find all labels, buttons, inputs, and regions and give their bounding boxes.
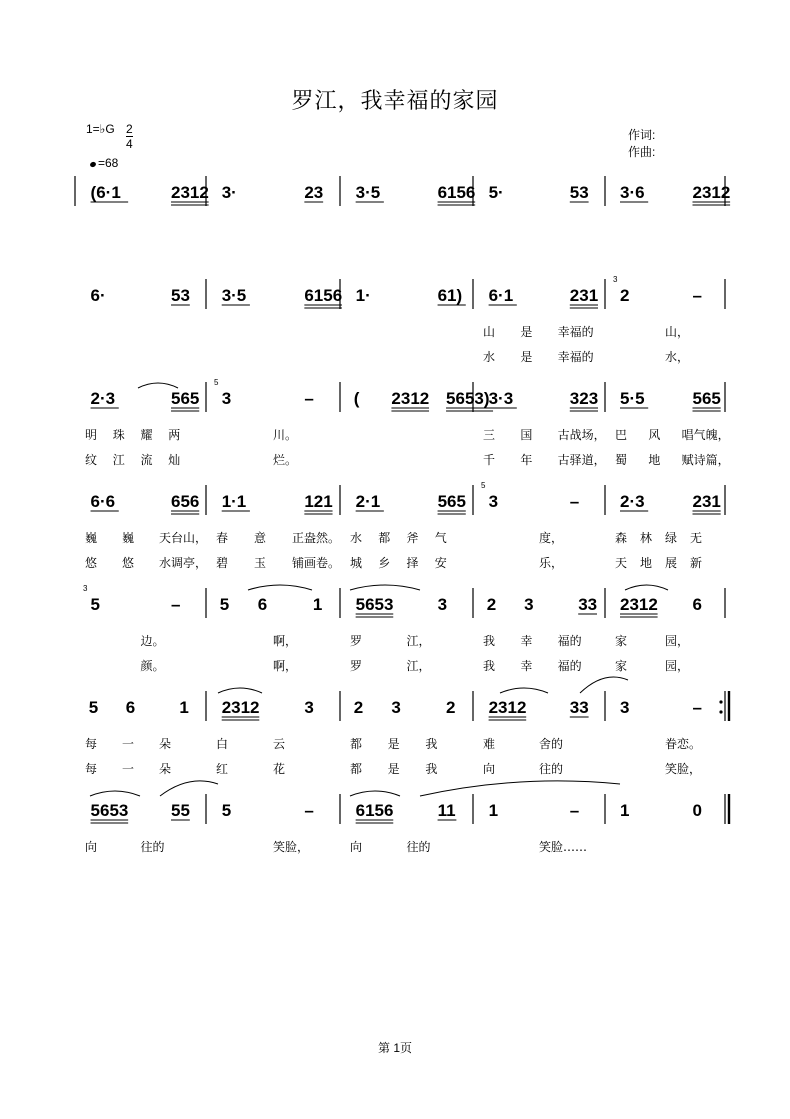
lyric-syllable: 碧 xyxy=(216,556,229,570)
lyric-syllable: 幸 xyxy=(520,659,533,673)
note-group: 2·3 xyxy=(90,389,116,408)
lyric-syllable: 我 xyxy=(483,659,496,673)
lyric-syllable: 新 xyxy=(690,556,703,570)
lyric-syllable: 每 xyxy=(85,737,98,751)
lyric-syllable: 云 xyxy=(273,737,286,751)
lyric-syllable: 福的 xyxy=(557,659,582,673)
lyric-syllable: 度， xyxy=(539,531,564,545)
note-group: 3 xyxy=(620,698,630,717)
lyric-syllable: 乡 xyxy=(378,556,391,570)
note-group: 3 xyxy=(437,595,448,614)
lyric-syllable: 流 xyxy=(140,453,153,467)
lyric-syllable: 江， xyxy=(406,659,431,673)
lyric-syllable: 每 xyxy=(85,762,98,776)
lyric-syllable: 烂。 xyxy=(273,453,298,467)
lyric-syllable: 江， xyxy=(406,634,431,648)
note-group: 656 xyxy=(171,492,200,511)
note-group: 3 xyxy=(304,698,314,717)
grace-note: 3 xyxy=(613,275,618,284)
note-group: 2312 xyxy=(221,698,260,717)
lyric-syllable: 往的 xyxy=(140,840,165,854)
lyric-syllable: 三 xyxy=(483,428,496,442)
note-group: (6·1 xyxy=(90,183,121,202)
note-group: 6·1 xyxy=(488,286,514,305)
lyric-syllable: 是 xyxy=(520,325,533,339)
note-group: – xyxy=(569,492,580,511)
lyric-syllable: 无 xyxy=(690,531,703,545)
note-group: 323 xyxy=(569,389,599,408)
note-group: 1 xyxy=(179,698,189,717)
note-group: 1· xyxy=(355,286,371,305)
note-group: 6·6 xyxy=(90,492,116,511)
note-group: 2·1 xyxy=(355,492,381,511)
note-group: 3 xyxy=(488,492,499,511)
note-group: 2312 xyxy=(171,183,209,202)
note-group: 3 xyxy=(221,389,232,408)
note-group: 2·3 xyxy=(620,492,645,511)
lyric-syllable: 意 xyxy=(254,531,267,545)
lyric-syllable: 千 xyxy=(483,453,496,467)
note-group: 6 xyxy=(692,595,702,614)
lyric-syllable: 纹 xyxy=(85,453,98,467)
lyric-syllable: 地 xyxy=(648,453,661,467)
lyric-syllable: 花 xyxy=(273,762,286,776)
lyric-syllable: 向 xyxy=(483,762,496,776)
lyric-syllable: 我 xyxy=(483,634,496,648)
note-group: 5 xyxy=(221,801,232,820)
lyric-syllable: 都 xyxy=(350,762,363,776)
lyric-syllable: 水调亭， xyxy=(159,556,208,570)
note-group: 5653 xyxy=(355,595,394,614)
lyric-syllable: 罗 xyxy=(350,659,363,673)
lyric-syllable: 年 xyxy=(520,453,533,467)
lyric-syllable: 朵 xyxy=(159,762,172,776)
lyric-syllable: 都 xyxy=(350,737,363,751)
lyric-syllable: 福的 xyxy=(557,634,582,648)
lyric-syllable: 赋诗篇， xyxy=(681,453,730,467)
grace-note: 3 xyxy=(83,584,88,593)
slur-arc xyxy=(90,791,140,796)
lyric-syllable: 眷恋。 xyxy=(665,737,702,751)
lyric-syllable: 山 xyxy=(483,325,496,339)
lyric-syllable: 一 xyxy=(122,737,135,751)
note-group: 565 xyxy=(171,389,200,408)
note-group: 6156 xyxy=(355,801,394,820)
note-group: 2 xyxy=(620,286,630,305)
lyric-syllable: 幸 xyxy=(520,634,533,648)
lyric-syllable: 水 xyxy=(350,531,363,545)
note-group: 5 xyxy=(88,698,99,717)
note-group: 5 xyxy=(90,595,101,614)
lyric-syllable: 春 xyxy=(216,531,229,545)
lyric-syllable: 难 xyxy=(483,737,496,751)
slur-arc xyxy=(625,585,668,590)
lyric-syllable: 乐， xyxy=(539,556,564,570)
slur-arc xyxy=(580,677,628,693)
lyric-syllable: 巍 xyxy=(85,531,98,545)
note-group: 5653 xyxy=(90,801,129,820)
note-group: 2 xyxy=(353,698,364,717)
note-group: 3 xyxy=(524,595,534,614)
lyric-syllable: 蜀 xyxy=(615,453,628,467)
lyric-syllable: 安 xyxy=(434,556,447,570)
lyric-syllable: 家 xyxy=(615,659,628,673)
slur-arc xyxy=(420,781,620,796)
note-group: 3· xyxy=(221,183,237,202)
note-group: 231 xyxy=(692,492,721,511)
slur-arc xyxy=(350,791,400,796)
lyric-syllable: 珠 xyxy=(112,428,125,442)
note-group: 231 xyxy=(569,286,599,305)
note-group: 53 xyxy=(171,286,190,305)
lyric-syllable: 水， xyxy=(665,350,690,364)
lyric-syllable: 巍 xyxy=(122,531,135,545)
note-group: 3·6 xyxy=(620,183,645,202)
note-group: 6· xyxy=(90,286,106,305)
note-group: – xyxy=(692,286,702,305)
lyric-syllable: 家 xyxy=(615,634,628,648)
note-group: 1 xyxy=(488,801,499,820)
lyric-syllable: 古驿道， xyxy=(557,453,606,467)
note-group: 2312 xyxy=(391,389,430,408)
note-group: ( xyxy=(353,389,360,408)
note-group: 3 xyxy=(391,698,401,717)
note-group: 2312 xyxy=(620,595,658,614)
lyric-syllable: 往的 xyxy=(406,840,431,854)
slur-arc xyxy=(500,688,548,693)
lyric-syllable: 绿 xyxy=(665,531,678,545)
note-group: 0 xyxy=(692,801,702,820)
note-group: 23 xyxy=(304,183,324,202)
note-group: 6156 xyxy=(304,286,343,305)
composer-label: 作曲: xyxy=(628,145,656,159)
note-group: 55 xyxy=(171,801,190,820)
lyric-syllable: 山， xyxy=(665,325,690,339)
lyric-syllable: 展 xyxy=(665,556,678,570)
note-group: 6 xyxy=(257,595,268,614)
note-group: 1·1 xyxy=(221,492,247,511)
lyric-syllable: 水 xyxy=(483,350,496,364)
lyric-syllable: 森 xyxy=(615,531,628,545)
lyric-syllable: 林 xyxy=(640,531,653,545)
repeat-dot xyxy=(719,700,722,703)
note-group: 5· xyxy=(488,183,504,202)
note-group: 11 xyxy=(437,801,456,820)
slur-arc xyxy=(350,585,420,590)
slur-arc xyxy=(248,585,312,590)
lyric-syllable: 铺画卷。 xyxy=(292,556,341,570)
tempo-value: =68 xyxy=(98,156,119,170)
lyric-syllable: 是 xyxy=(520,350,533,364)
lyric-syllable: 幸福的 xyxy=(557,325,594,339)
note-group: 2 xyxy=(446,698,456,717)
slur-arc xyxy=(160,781,218,796)
lyric-syllable: 都 xyxy=(378,531,391,545)
lyric-syllable: 是 xyxy=(387,762,400,776)
lyric-syllable: 颜。 xyxy=(140,659,165,673)
lyric-syllable: 正盎然。 xyxy=(292,531,341,545)
lyric-syllable: 川。 xyxy=(273,428,298,442)
lyric-syllable: 笑脸， xyxy=(273,840,310,854)
lyric-syllable: 我 xyxy=(425,737,438,751)
note-group: 3·5 xyxy=(221,286,247,305)
lyric-syllable: 灿 xyxy=(168,453,181,467)
note-group: 2 xyxy=(486,595,497,614)
note-group: 2312 xyxy=(692,183,731,202)
page-title: 罗江，我幸福的家园 xyxy=(291,89,499,114)
lyric-syllable: 风 xyxy=(648,428,661,442)
lyric-syllable: 两 xyxy=(168,428,181,442)
time-signature-top: 2 xyxy=(126,122,133,136)
note-group: 5653) xyxy=(446,389,490,408)
lyric-syllable: 往的 xyxy=(539,762,564,776)
lyric-syllable: 幸福的 xyxy=(557,350,594,364)
note-group: – xyxy=(304,801,314,820)
lyric-syllable: 向 xyxy=(350,840,363,854)
lyric-syllable: 气 xyxy=(434,531,447,545)
lyric-syllable: 国 xyxy=(520,428,533,442)
note-group: 53 xyxy=(569,183,589,202)
page-number: 第 1页 xyxy=(377,1041,412,1055)
lyric-syllable: 巴 xyxy=(615,428,628,442)
lyric-syllable: 啊， xyxy=(273,634,298,648)
lyric-syllable: 江 xyxy=(112,453,125,467)
lyric-syllable: 朵 xyxy=(159,737,172,751)
lyric-syllable: 悠 xyxy=(85,556,98,570)
note-group: 33 xyxy=(569,698,589,717)
lyric-syllable: 耀 xyxy=(140,428,153,442)
lyric-syllable: 白 xyxy=(216,737,229,751)
lyric-syllable: 玉 xyxy=(254,556,267,570)
grace-note: 5 xyxy=(214,378,219,387)
note-group: 3·5 xyxy=(355,183,381,202)
slur-arc xyxy=(138,383,178,388)
time-signature-bottom: 4 xyxy=(126,137,133,151)
note-group: 565 xyxy=(437,492,466,511)
lyric-syllable: 天 xyxy=(615,556,628,570)
lyric-syllable: 园， xyxy=(665,634,690,648)
note-group: 1 xyxy=(620,801,630,820)
lyric-syllable: 斧 xyxy=(406,531,419,545)
lyric-syllable: 笑脸…… xyxy=(539,840,588,854)
note-group: 121 xyxy=(304,492,333,511)
note-group: 6156 xyxy=(437,183,476,202)
lyric-syllable: 地 xyxy=(640,556,653,570)
lyric-syllable: 向 xyxy=(85,840,98,854)
lyric-syllable: 园， xyxy=(665,659,690,673)
note-group: 6 xyxy=(125,698,136,717)
lyric-syllable: 舍的 xyxy=(539,737,564,751)
lyric-syllable: 悠 xyxy=(122,556,135,570)
lyric-syllable: 罗 xyxy=(350,634,363,648)
lyric-syllable: 笑脸， xyxy=(665,762,702,776)
key-signature: 1=♭G xyxy=(86,122,115,136)
note-group: 61) xyxy=(437,286,463,305)
lyric-syllable: 红 xyxy=(216,762,229,776)
note-group: 565 xyxy=(692,389,721,408)
lyric-syllable: 择 xyxy=(406,556,419,570)
lyric-syllable: 是 xyxy=(387,737,400,751)
note-group: – xyxy=(692,698,702,717)
lyric-syllable: 边。 xyxy=(140,634,165,648)
lyric-syllable: 一 xyxy=(122,762,135,776)
lyric-syllable: 我 xyxy=(425,762,438,776)
note-group: – xyxy=(304,389,314,408)
note-group: – xyxy=(171,595,181,614)
lyric-syllable: 啊， xyxy=(273,659,298,673)
grace-note: 5 xyxy=(481,481,486,490)
lyric-syllable: 明 xyxy=(85,428,98,442)
lyric-syllable: 唱气魄， xyxy=(681,428,730,442)
note-group: 5 xyxy=(219,595,230,614)
note-group: 2312 xyxy=(488,698,527,717)
slur-arc xyxy=(218,688,262,693)
repeat-dot xyxy=(719,710,722,713)
lyric-syllable: 城 xyxy=(350,556,363,570)
lyricist-label: 作词: xyxy=(628,128,656,142)
lyric-syllable: 古战场， xyxy=(557,428,606,442)
note-group: – xyxy=(569,801,580,820)
note-group: 5·5 xyxy=(620,389,645,408)
note-group: 1 xyxy=(312,595,323,614)
note-group: 33 xyxy=(578,595,598,614)
lyric-syllable: 天台山， xyxy=(159,531,208,545)
note-group: 3·3 xyxy=(488,389,514,408)
